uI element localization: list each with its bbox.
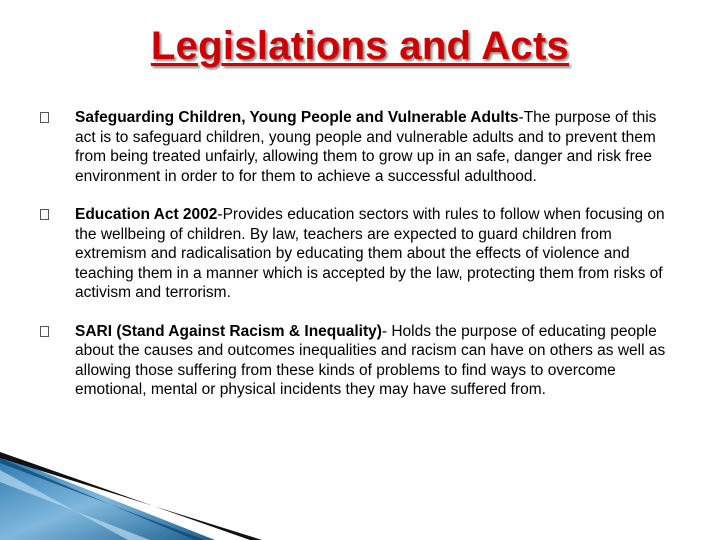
bullet-list [40, 108, 676, 400]
corner-black-stripe [0, 452, 262, 540]
corner-light-streak [0, 470, 150, 540]
bullet-item-text: -The purpose of this act is to safeguard children, young people and vulnerable adults and to prevent them from being treated unfairly, allowing them to grow up in an safe, danger and risk free environment in order to for them to achieve a successful adulthood. [75, 109, 657, 185]
bullet-box-icon [40, 209, 49, 220]
bullet-item-title: SARI (Stand Against Racism & Inequality) [75, 322, 382, 340]
bullet-item-text: -Provides education sectors with rules to follow when focusing on the wellbeing of children. By law, teachers are expected to guard children from extremism and radicalisation by educating them about the effects of violence and teaching them in a manner which is accepted by the law, protecting them from risks of activism and terrorism. [75, 206, 665, 301]
corner-dark-streak [0, 458, 205, 540]
bullet-item-title: Safeguarding Children, Young People and Vulnerable Adults [75, 109, 519, 126]
bullet-box-icon [40, 112, 49, 123]
bullet-box-icon [40, 326, 49, 337]
bullet-item-safeguarding [40, 108, 676, 186]
bullet-item-education-act [40, 205, 676, 303]
corner-blue-wedge [0, 455, 215, 540]
slide-title: Legislations and Acts [150, 24, 570, 68]
bullet-item-title: Education Act 2002 [75, 206, 218, 223]
bullet-item-text: - Holds the purpose of educating people about the causes and outcomes inequalities and racism can have on others as well as allowing those suffering from these kinds of problems to find ways to overcome emotional, mental or physical incidents they may have suffered from. [75, 322, 666, 398]
bullet-item-sari [40, 322, 676, 400]
